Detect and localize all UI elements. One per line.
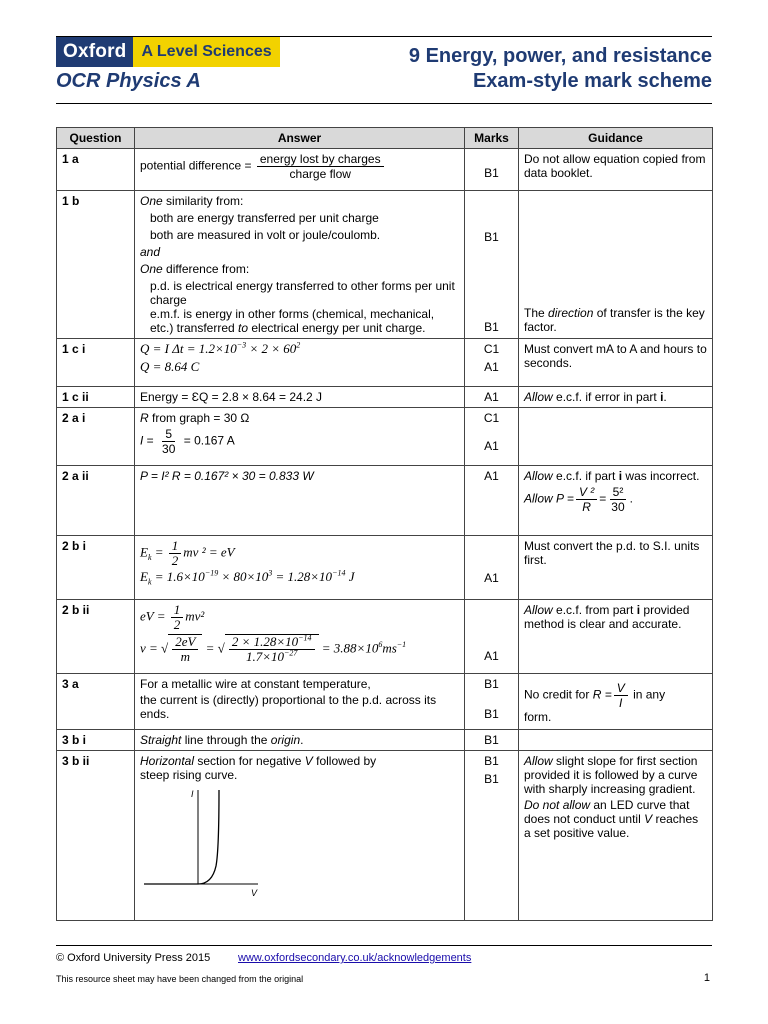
marks-cell [465, 536, 519, 600]
fraction [171, 603, 184, 632]
mark: B1 [484, 754, 499, 768]
guidance-emphasis: Allow [524, 491, 553, 506]
brand-series: A Level Sciences [133, 37, 279, 67]
equation-text: = 1.6×10 [151, 569, 205, 584]
fraction-denominator: m [180, 649, 190, 664]
question-cell: 2 b ii [57, 600, 135, 674]
answer-text: from graph = 30 Ω [148, 411, 250, 425]
equation-text: E [140, 569, 148, 584]
answer-emphasis: One [140, 262, 163, 276]
fraction-numerator: 5 [162, 427, 175, 442]
guidance-text: No credit for [524, 687, 590, 702]
mark: B1 [484, 230, 499, 244]
answer-cell [135, 339, 465, 387]
equation-text: mv ² = eV [183, 544, 235, 560]
guidance-cell [519, 674, 713, 730]
guidance-text: of transfer is the key factor. [524, 306, 705, 334]
mark: B1 [484, 707, 499, 721]
fraction [172, 635, 198, 664]
copyright-notice: © Oxford University Press 2015 [56, 952, 211, 964]
equation-text: E [140, 544, 148, 560]
guidance-cell: Must convert the p.d. to S.I. units first. [519, 536, 713, 600]
table-row [57, 674, 713, 730]
guidance-text: provided method is clear and accurate. [524, 603, 690, 631]
equation-text: = 3.88×10 [321, 640, 379, 656]
answer-text: both are energy transferred per unit charge [150, 211, 379, 225]
marks-cell [465, 149, 519, 191]
equation-text: ms [382, 640, 397, 656]
question-cell: 1 a [57, 149, 135, 191]
fraction-numerator: energy lost by charges [257, 152, 384, 167]
mark: B1 [484, 166, 499, 180]
fraction-numerator: 2eV [172, 635, 198, 650]
equation-text: eV = [140, 608, 166, 624]
footer-rule [56, 945, 712, 946]
answer-text: For a metallic wire at constant temperature, [140, 677, 371, 691]
guidance-text: e.c.f. if part [552, 469, 619, 483]
guidance-emphasis: direction [548, 306, 594, 320]
fraction [159, 427, 178, 456]
equation-text: = 1.28×10 [272, 569, 333, 584]
answer-cell [135, 191, 465, 339]
mark: A1 [484, 360, 499, 374]
column-header-marks: Marks [465, 128, 519, 149]
equation-text: 1.7×10 [245, 649, 284, 664]
guidance-text: . [663, 390, 667, 404]
guidance-emphasis: i [618, 469, 623, 483]
equation-text: mv² [185, 608, 205, 624]
square-root [168, 634, 202, 664]
column-header-question: Question [57, 128, 135, 149]
answer-text: both are measured in volt or joule/coulomb. [150, 228, 381, 242]
fraction-numerator: V ² [576, 485, 597, 500]
answer-cell [135, 149, 465, 191]
guidance-text: slight slope for first section provided it is followed by a curve with sharply increasing gradient. [524, 754, 698, 796]
answer-emphasis: I [140, 433, 144, 448]
iv-curve [144, 790, 219, 884]
course-title: OCR Physics A [56, 70, 201, 92]
guidance-cell [519, 600, 713, 674]
answer-prefix: potential difference = [140, 158, 255, 173]
x-axis-label: V [251, 888, 258, 898]
exponent: −14 [332, 568, 346, 578]
answer-emphasis: Horizontal [140, 754, 195, 768]
marks-cell: A1 [465, 466, 519, 536]
fraction-denominator: R [582, 500, 591, 514]
acknowledgements-link[interactable]: www.oxfordsecondary.co.uk/acknowledgements [238, 952, 472, 964]
equation-text: 2 × 1.28×10 [231, 634, 299, 649]
guidance-text: e.c.f. from part [552, 603, 637, 617]
answer-emphasis: origin [270, 733, 301, 747]
answer-text: section for negative [194, 754, 305, 768]
subscript: k [147, 577, 152, 587]
answer-text: = 0.167 A [183, 433, 235, 448]
fraction-numerator: V [614, 681, 628, 696]
answer-cell [135, 730, 465, 751]
answer-emphasis: V [304, 754, 313, 768]
guidance-emphasis: Allow [524, 754, 553, 768]
answer-cell: Energy = ƐQ = 2.8 × 8.64 = 24.2 J [135, 387, 465, 408]
marks-cell: B1 [465, 730, 519, 751]
marks-cell [465, 674, 519, 730]
fraction [169, 539, 182, 568]
answer-emphasis: One [140, 194, 163, 208]
answer-cell: $E_k$ = $\frac{1}{2}$ mv ² = eV $E_k = 1.6\times 10^{-19} \times 80\times 10^3 = 1.28\times 10^{-14}$ J [135, 536, 465, 600]
mark: C1 [483, 411, 500, 425]
question-cell: 3 a [57, 674, 135, 730]
column-header-guidance: Guidance [519, 128, 713, 149]
marks-cell: A1 [465, 387, 519, 408]
answer-text: electrical energy per unit charge. [248, 321, 426, 335]
guidance-emphasis: Allow [524, 603, 553, 617]
table-row [57, 339, 713, 387]
exponent: −27 [283, 648, 298, 658]
fraction-denominator: 2 [173, 617, 181, 632]
guidance-text: e.c.f. if error in part [552, 390, 661, 404]
guidance-emphasis: R = [592, 687, 612, 702]
equation-text: Q = 8.64 C [140, 359, 200, 374]
exponent: −1 [396, 640, 407, 650]
answer-text: line through the [181, 733, 271, 747]
guidance-text: The [524, 306, 549, 320]
exponent: −3 [236, 340, 247, 350]
question-cell: 3 b i [57, 730, 135, 751]
guidance-cell [519, 408, 713, 466]
answer-cell: R from graph = 30 Ω I = $\frac{5}{30}$ = 0.167 A [135, 408, 465, 466]
answer-text: e.m.f. is energy in other forms (chemical, mechanical, etc.) transferred [150, 307, 435, 335]
mark: A1 [484, 649, 499, 663]
question-cell: 2 a i [57, 408, 135, 466]
answer-text: p.d. is electrical energy transferred to other forms per unit charge [150, 279, 455, 307]
fraction-numerator [229, 635, 315, 650]
fraction-denominator: 30 [162, 442, 176, 456]
subscript: k [147, 553, 152, 563]
table-row [57, 149, 713, 191]
marks-cell [465, 751, 519, 921]
answer-cell: eV = $\frac{1}{2}$ mv² v = √ $\frac{2eV}{m}$ = √ $\frac{2 \times 1.28\times 10^{-14}}{1.7\times 10^{-27}}$ = $3.88\times 10^6ms^{-1}$ [135, 600, 465, 674]
answer-text: the current is (directly) proportional to the p.d. across its ends. [140, 693, 437, 721]
question-cell: 1 c i [57, 339, 135, 387]
fraction-denominator: 30 [611, 500, 625, 514]
document-subtitle: Exam-style mark scheme [472, 70, 712, 92]
question-cell: 1 b [57, 191, 135, 339]
answer-cell [135, 674, 465, 730]
guidance-text: was incorrect. [622, 469, 700, 483]
question-cell: 3 b ii [57, 751, 135, 921]
guidance-cell: Must convert mA to A and hours to seconds. [519, 339, 713, 387]
table-row [57, 191, 713, 339]
answer-text: similarity from: [162, 194, 244, 208]
header-rule [56, 103, 712, 104]
guidance-emphasis: Do not allow [524, 798, 591, 812]
guidance-cell [519, 751, 713, 921]
marks-cell [465, 339, 519, 387]
column-header-answer: Answer [135, 128, 465, 149]
guidance-emphasis: P = [556, 491, 574, 506]
mark: A1 [484, 439, 499, 453]
table-row [57, 536, 713, 600]
fraction-numerator: 5² [610, 485, 627, 500]
guidance-cell: Do not allow equation copied from data booklet. [519, 149, 713, 191]
table-row [57, 387, 713, 408]
table-row [57, 466, 713, 536]
equation-text: × 2 × 60 [246, 341, 297, 356]
answer-emphasis: Straight [140, 733, 182, 747]
brand-oxford: Oxford [56, 37, 133, 67]
exponent: −19 [204, 568, 219, 578]
exponent: 3 [268, 568, 273, 578]
guidance-emphasis: i [636, 603, 641, 617]
equation-text: v = [140, 640, 158, 656]
fraction-numerator: 1 [169, 539, 182, 554]
answer-text: difference from: [162, 262, 250, 276]
question-cell: 1 c ii [57, 387, 135, 408]
equation-text: × 80×10 [218, 569, 269, 584]
answer-emphasis: to [238, 321, 249, 335]
resource-note: This resource sheet may have been changed from the original [56, 974, 304, 984]
mark: C1 [483, 342, 500, 356]
exponent: −14 [298, 633, 312, 643]
fraction [614, 681, 628, 710]
marks-cell [465, 600, 519, 674]
marks-cell [465, 408, 519, 466]
answer-text: . [300, 733, 304, 747]
guidance-emphasis: Allow [524, 469, 553, 483]
answer-cell [135, 751, 465, 921]
table-row [57, 600, 713, 674]
guidance-cell [519, 730, 713, 751]
equation-text: Q = I Δt = 1.2×10 [140, 341, 237, 356]
exponent: 6 [378, 640, 383, 650]
chapter-title: 9 Energy, power, and resistance [408, 45, 712, 67]
square-root [225, 634, 319, 664]
fraction-denominator: I [619, 696, 623, 710]
guidance-text: in any [633, 687, 666, 702]
y-axis-label: I [191, 789, 194, 799]
question-cell: 2 b i [57, 536, 135, 600]
answer-cell: P = I² R = 0.167² × 30 = 0.833 W [135, 466, 465, 536]
guidance-cell [519, 191, 713, 339]
fraction-denominator: charge flow [289, 167, 351, 181]
table-row [57, 408, 713, 466]
fraction [229, 635, 315, 664]
answer-text: followed by steep rising curve. [140, 754, 377, 782]
brand-logo [56, 37, 280, 67]
mark: A1 [484, 571, 499, 585]
mark: B1 [484, 320, 499, 334]
mark: B1 [484, 677, 499, 691]
fraction-numerator: 1 [171, 603, 184, 618]
guidance-text: reaches a set positive value. [524, 812, 699, 840]
guidance-cell: Allow e.c.f. if part i was incorrect. Allow P = $\frac{\text{V ²}}{R}$ = $\frac{\text{5²}}{30}$ . [519, 466, 713, 536]
fraction [608, 485, 627, 514]
answer-emphasis: and [140, 245, 161, 259]
guidance-text: an LED curve that does not conduct until [524, 798, 690, 826]
fraction-denominator [243, 650, 300, 664]
fraction [576, 485, 597, 514]
exponent: 2 [296, 340, 301, 350]
table-row [57, 730, 713, 751]
guidance-emphasis: i [660, 390, 664, 404]
answer-emphasis: R [140, 411, 149, 425]
guidance-emphasis: V [644, 812, 653, 826]
guidance-emphasis: Allow [524, 390, 553, 404]
fraction [257, 152, 384, 181]
table-header-row [57, 128, 713, 149]
question-cell: 2 a ii [57, 466, 135, 536]
page-number: 1 [703, 972, 710, 984]
iv-characteristic-sketch [140, 786, 270, 898]
guidance-text: form. [524, 710, 552, 724]
mark-scheme-table [56, 127, 713, 921]
table-row [57, 751, 713, 921]
fraction-denominator: 2 [171, 553, 179, 568]
mark: B1 [484, 772, 499, 786]
equation-text: J [345, 569, 355, 584]
guidance-cell [519, 387, 713, 408]
marks-cell [465, 191, 519, 339]
